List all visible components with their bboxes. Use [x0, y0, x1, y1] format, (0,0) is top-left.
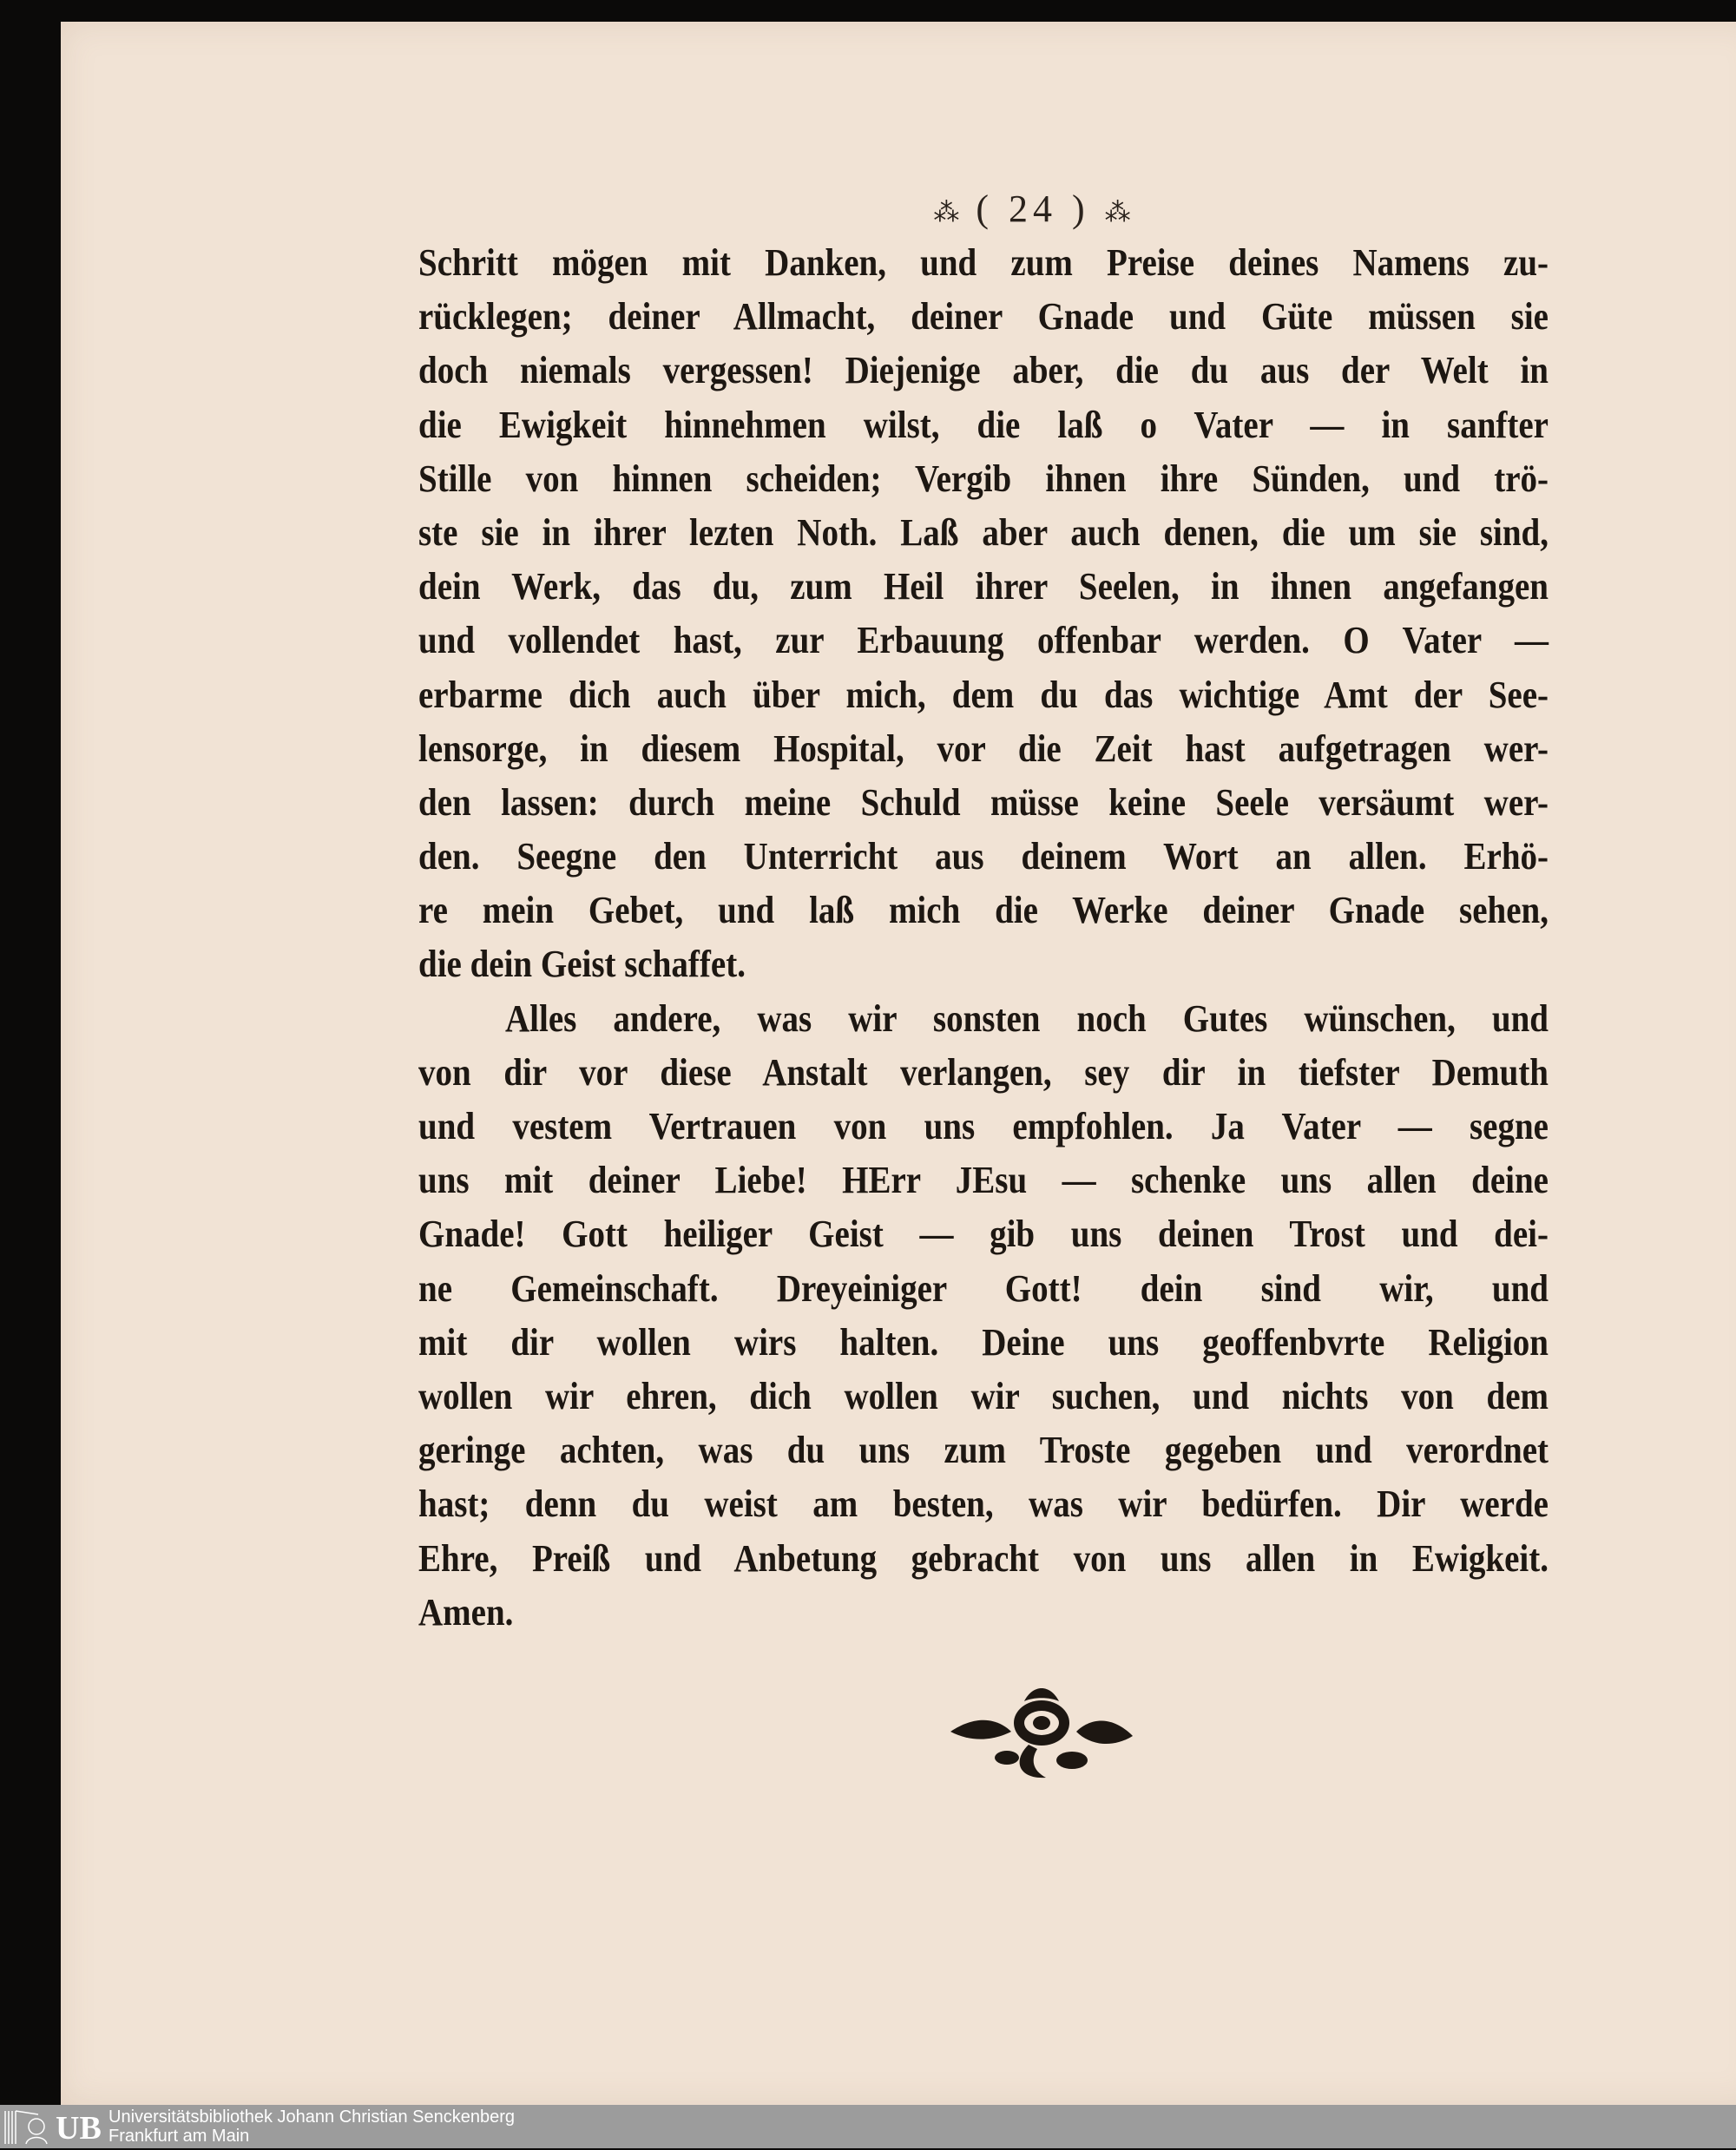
text-line: Amen. [418, 1590, 514, 1634]
text-line: Gnade! Gott heiliger Geist — gib uns deinen Trost und dei- [418, 1213, 1549, 1256]
portrait-logo-icon [3, 2107, 56, 2146]
text-line: erbarme dich auch über mich, dem du das wichtige Amt der See- [418, 673, 1549, 716]
text-line: ste sie in ihrer lezten Noth. Laß aber auch denen, die um sie sind, [418, 510, 1549, 555]
text-line: re mein Gebet, und laß mich die Werke deiner Gnade sehen, [418, 888, 1549, 932]
text-line: ne Gemeinschaft. Dreyeiniger Gott! dein sind wir, und [418, 1266, 1549, 1310]
text-line: uns mit deiner Liebe! HErr JEsu — schenke uns allen deine [418, 1158, 1549, 1202]
text-line: und vestem Vertrauen von uns empfohlen. Ja Vater — segne [418, 1104, 1549, 1148]
body-text [418, 236, 1549, 1640]
page-number: ( 24 ) [976, 187, 1090, 230]
text-line: Ehre, Preiß und Anbetung gebracht von uns allen in Ewigkeit. [418, 1536, 1549, 1580]
library-footer [0, 2105, 1736, 2148]
text-line: rücklegen; deiner Allmacht, deiner Gnade und Güte müssen sie [418, 294, 1549, 339]
page-number-header [877, 187, 1189, 231]
text-line: den lassen: durch meine Schuld müsse keine Seele versäumt wer- [418, 780, 1549, 825]
text-line: von dir vor diese Anstalt verlangen, sey dir in tiefster Demuth [418, 1050, 1549, 1094]
text-line: die Ewigkeit hinnehmen wilst, die laß o Vater — in sanfter [418, 403, 1549, 446]
text-line: Stille von hinnen scheiden; Vergib ihnen ihre Sünden, und trö- [418, 457, 1549, 500]
text-line: die dein Geist schaffet. [418, 943, 746, 986]
text-line: Schritt mögen mit Danken, und zum Preise deines Namens zu- [418, 240, 1549, 285]
institution-city: Frankfurt am Main [108, 2127, 250, 2146]
text-line: dein Werk, das du, zum Heil ihrer Seelen, in ihnen angefangen [418, 564, 1549, 608]
text-line: und vollendet hast, zur Erbauung offenbar werden. O Vater — [418, 618, 1549, 662]
text-line: hast; denn du weist am besten, was wir bedürfen. Dir werde [418, 1482, 1549, 1526]
asterism-left-icon: ⁂ [933, 198, 962, 227]
text-line: lensorge, in diesem Hospital, vor die Zeit hast aufgetragen wer- [418, 727, 1549, 770]
logo-text: UB [56, 2110, 102, 2147]
library-logo [3, 2107, 102, 2147]
text-line: den. Seegne den Unterricht aus deinem Wort an allen. Erhö- [418, 834, 1549, 878]
text-line: geringe achten, was du uns zum Troste gegeben und verordnet [418, 1428, 1549, 1472]
text-line: doch niemals vergessen! Diejenige aber, die du aus der Welt in [418, 349, 1549, 392]
floral-ornament-icon [950, 1684, 1133, 1784]
text-line: Alles andere, was wir sonsten noch Gutes wünschen, und [505, 996, 1549, 1040]
asterism-right-icon: ⁂ [1104, 198, 1133, 227]
text-line: mit dir wollen wirs halten. Deine uns geoffenbvrte Religion [418, 1320, 1549, 1364]
institution-name: Universitätsbibliothek Johann Christian Senckenberg [108, 2107, 516, 2127]
text-line: wollen wir ehren, dich wollen wir suchen, und nichts von dem [418, 1374, 1549, 1418]
